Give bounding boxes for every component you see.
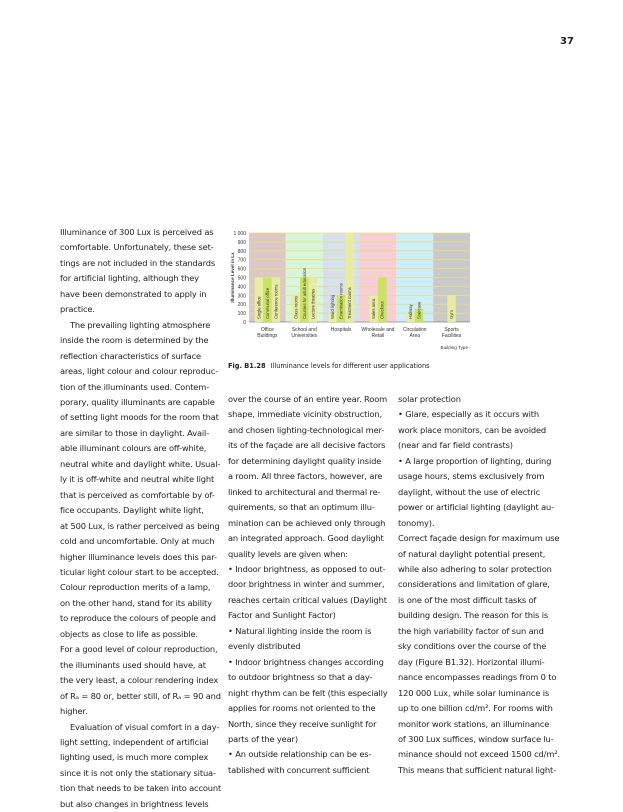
text-line: of setting light moods for the room that <box>60 412 219 423</box>
text-line: monitor work stations, an illuminance <box>398 718 550 729</box>
text-line: • A large proportion of lighting, during <box>398 455 552 466</box>
bar-label: Ward lighting <box>330 294 336 319</box>
text-line: practice. <box>60 304 95 315</box>
y-tick-label: 300 <box>237 293 246 300</box>
text-line: higher. <box>60 706 88 717</box>
text-line: Colour reproduction merits of a lamp, <box>60 582 211 593</box>
bar-label: Checkout <box>379 301 385 319</box>
text-line: building design. The reason for this is <box>398 610 549 621</box>
text-line: fice occupants. Daylight white light, <box>60 505 204 516</box>
text-line: ticular light colour start to be accepted. <box>60 566 219 577</box>
text-line: higher illuminance levels does this par- <box>60 551 217 562</box>
text-line: but also changes in brightness levels <box>60 798 209 809</box>
text-line: • Glare, especially as it occurs with <box>398 409 539 420</box>
text-line: reflection characteristics of surface <box>60 350 201 361</box>
text-line: mination can be achieved only through <box>228 517 386 528</box>
text-line: The prevailing lighting atmosphere <box>60 319 211 330</box>
y-tick-label: 100 <box>237 311 246 318</box>
text-line: minance should not exceed 1500 cd/m². <box>398 749 560 760</box>
bar-label: Staircase <box>416 301 422 319</box>
x-category-label: School and Universities <box>291 327 318 339</box>
bar-label: Courses for adult education <box>301 267 307 319</box>
text-line: considerations and limitation of glare, <box>398 579 550 590</box>
text-line: power or artificial lighting (daylight au- <box>398 502 554 513</box>
bar-label: Single office <box>256 296 262 319</box>
text-line: the high variability factor of sun and <box>398 625 544 636</box>
text-line: solar protection <box>398 394 461 404</box>
text-line: of natural daylight potential present, <box>398 548 546 559</box>
illuminance-chart <box>226 226 476 356</box>
text-line: to reproduce the colours of people and <box>60 613 216 624</box>
y-tick-label: 500 <box>237 275 246 282</box>
y-axis-label: Illuminance Level in Lx <box>230 252 235 303</box>
x-category-label: Circulation Area <box>402 327 427 339</box>
text-line: • An outside relationship can be es- <box>228 749 372 760</box>
text-line: ly it is off-white and neutral white light <box>60 474 215 485</box>
x-category-label: Hospitals <box>330 327 352 333</box>
figure-caption-text: Illuminance levels for different user applications <box>270 362 430 370</box>
bar-label: Sales area <box>371 298 377 319</box>
text-line: • Indoor brightness changes according <box>228 656 384 667</box>
text-line: up to one billion cd/m². For rooms with <box>398 703 553 714</box>
text-line: have been demonstrated to apply in <box>60 288 207 299</box>
text-line: tings are not included in the standards <box>60 257 216 268</box>
text-line: quirements, so that an optimum illu- <box>228 502 375 513</box>
text-column-3 <box>398 392 566 778</box>
y-tick-label: 0 <box>243 320 246 326</box>
text-line: Illuminance of 300 Lux is perceived as <box>60 227 214 237</box>
text-line: neutral white and daylight white. Usual- <box>60 458 221 469</box>
text-line: Correct façade design for maximum use <box>398 533 560 544</box>
text-line: tion that needs to be taken into account <box>60 783 222 794</box>
text-line: to outdoor brightness so that a day- <box>228 672 373 683</box>
figure-caption <box>228 362 430 370</box>
text-line: at 500 Lux, is rather perceived as being <box>60 520 220 531</box>
page-number: 37 <box>560 36 574 47</box>
text-line: comfortable. Unfortunately, these set- <box>60 242 214 253</box>
y-tick-label: 900 <box>237 239 246 246</box>
text-line: (near and far field contrasts) <box>398 440 513 451</box>
text-line: usage hours, stems exclusively from <box>398 471 545 482</box>
text-line: evenly distributed <box>228 641 301 652</box>
text-line: tonomy). <box>398 517 435 528</box>
x-category-label: Wholesale and Retail <box>361 327 395 339</box>
text-line: tion of the illuminants used. Contem- <box>60 381 210 392</box>
text-line: light setting, independent of artificial <box>60 736 209 747</box>
text-line: and chosen lighting-technological mer- <box>228 424 385 435</box>
text-line: lighting used, is much more complex <box>60 752 209 763</box>
text-line: nance encompasses readings from 0 to <box>398 672 557 683</box>
text-line: applies for rooms not oriented to the <box>228 703 376 714</box>
x-axis-label: Building Type <box>440 345 468 350</box>
text-line: reaches certain critical values (Daylight <box>228 594 387 605</box>
y-tick-label: 400 <box>237 284 246 291</box>
text-line: while also adhering to solar protection <box>398 563 552 574</box>
text-line: • Natural lighting inside the room is <box>228 625 372 636</box>
y-tick-label: 700 <box>237 257 246 264</box>
text-line: is one of the most difficult tasks of <box>398 594 537 605</box>
text-line: work place monitors, can be avoided <box>398 424 547 435</box>
text-line: sky conditions over the course of the <box>398 641 547 652</box>
text-line: daylight, without the use of electric <box>398 486 541 497</box>
text-line: night rhythm can be felt (this especially <box>228 687 388 698</box>
bar-label: Gym <box>449 310 455 319</box>
bar-label: Class rooms <box>293 295 299 319</box>
bar-label: Treatment rooms <box>347 287 353 319</box>
text-line: areas, light colour and colour reproduc- <box>60 366 219 377</box>
text-line: North, since they receive sunlight for <box>228 718 377 729</box>
bar-label: Conference rooms <box>273 284 279 319</box>
y-tick-label: 1 000 <box>233 231 246 237</box>
text-line: a room. All three factors, however, are <box>228 471 383 482</box>
text-line: on the other hand, stand for its ability <box>60 597 212 608</box>
text-line: porary, quality illuminants are capable <box>60 396 215 407</box>
bar-label: Examination rooms <box>338 283 344 319</box>
text-line: its of the façade are all decisive factors <box>228 440 386 451</box>
text-line: able illuminant colours are off-white, <box>60 443 207 454</box>
text-line: parts of the year) <box>228 733 298 744</box>
text-line: Factor and Sunlight Factor) <box>228 610 336 621</box>
figure-number: Fig. B1.28 <box>228 362 266 370</box>
x-category-label: Office Buildings <box>257 327 278 339</box>
text-column-1 <box>60 225 228 812</box>
text-line: door brightness in winter and summer, <box>228 579 385 590</box>
x-category-label: Sports Facilities <box>441 327 462 339</box>
text-line: of Rₐ = 80 or, better still, of Rₐ = 90 and <box>60 690 221 701</box>
text-line: of 300 Lux suffices, window surface lu- <box>398 733 554 744</box>
text-line: • Indoor brightness, as opposed to out- <box>228 563 386 574</box>
bar-label: Communal office <box>264 287 270 319</box>
text-line: Evaluation of visual comfort in a day- <box>60 721 220 732</box>
bar-label: Hallway <box>408 304 413 319</box>
text-line: are similar to those in daylight. Avail- <box>60 427 210 438</box>
text-line: for determining daylight quality inside <box>228 455 382 466</box>
text-line: tablished with concurrent sufficient <box>228 764 370 775</box>
text-line: This means that sufficient natural light- <box>398 764 556 775</box>
text-line: that is perceived as comfortable by of- <box>60 489 215 500</box>
text-line: shape, immediate vicinity obstruction, <box>228 409 382 420</box>
text-line: quality levels are given when: <box>228 548 348 559</box>
text-line: For a good level of colour reproduction, <box>60 644 218 655</box>
text-line: over the course of an entire year. Room <box>228 394 388 404</box>
text-line: the illuminants used should have, at <box>60 659 206 670</box>
text-line: for artificial lighting, although they <box>60 273 199 284</box>
text-column-2 <box>228 392 396 778</box>
text-line: linked to architectural and thermal re- <box>228 486 381 497</box>
text-line: objects as close to life as possible. <box>60 628 198 639</box>
y-tick-label: 600 <box>237 266 246 273</box>
text-line: inside the room is determined by the <box>60 335 209 346</box>
text-line: 120 000 Lux, while solar luminance is <box>398 687 550 698</box>
text-line: since it is not only the stationary situa- <box>60 767 216 778</box>
text-line: day (Figure B1.32). Horizontal illumi- <box>398 656 545 667</box>
y-tick-label: 200 <box>237 302 246 309</box>
text-line: cold and uncomfortable. Only at much <box>60 536 215 547</box>
text-line: an integrated approach. Good daylight <box>228 533 384 544</box>
text-line: the very least, a colour rendering index <box>60 675 219 686</box>
bar-label: Lecture theatres <box>310 288 316 319</box>
y-tick-label: 800 <box>237 248 246 255</box>
